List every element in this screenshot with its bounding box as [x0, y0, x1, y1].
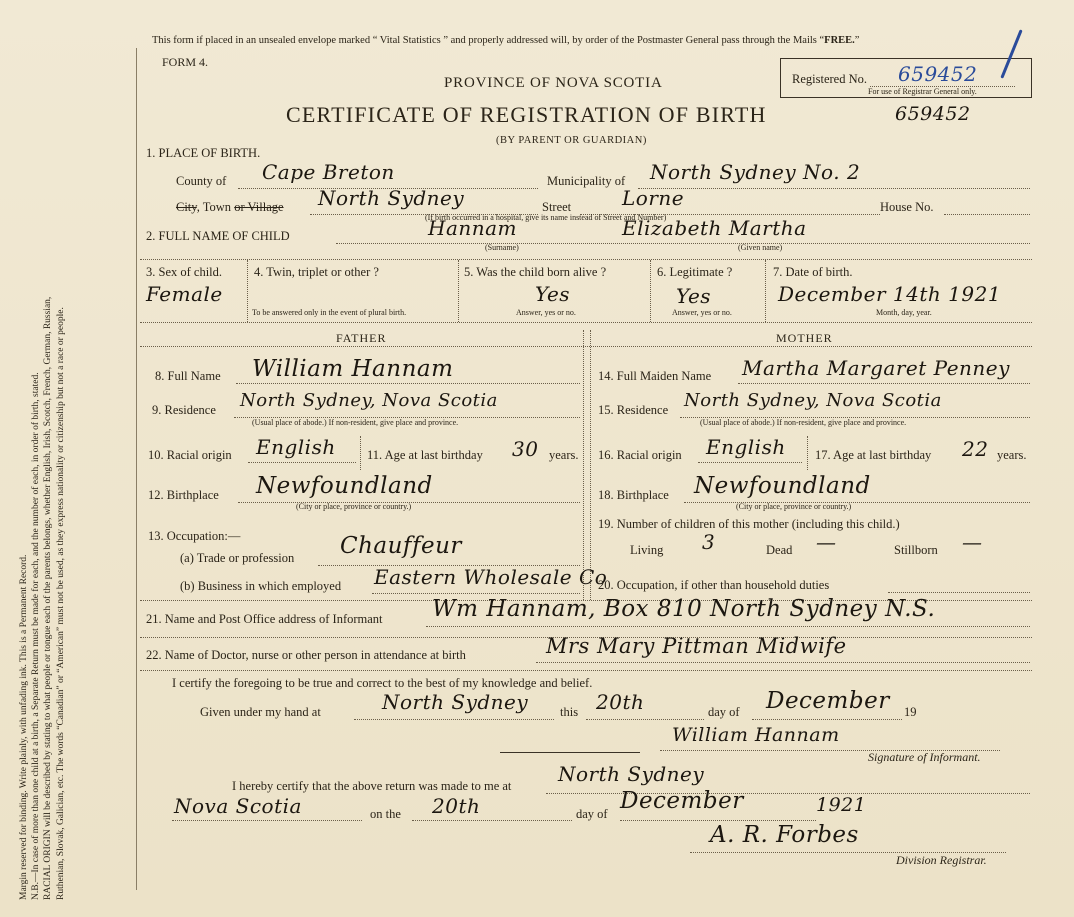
registered-note: For use of Registrar General only. — [868, 87, 977, 96]
registrar-signature: A. R. Forbes — [710, 822, 859, 848]
mother-birthplace: Newfoundland — [694, 473, 871, 499]
given-month: December — [766, 688, 890, 714]
date-note: Month, day, year. — [876, 308, 932, 317]
father-birthplace: Newfoundland — [256, 473, 433, 499]
father-trade: Chauffeur — [340, 533, 462, 559]
given-day: 20th — [596, 690, 645, 714]
trade-label: (a) Trade or profession — [180, 551, 295, 565]
mother-header: MOTHER — [776, 331, 833, 345]
mother-occupation-line — [888, 592, 1030, 593]
margin-note: RACIAL ORIGIN will be described by stating to what people or tongue each of the parents belongs, whether English, Irish, Scotch, French, German, Russian, — [43, 296, 54, 900]
doctor-line — [536, 662, 1030, 663]
mother-name: Martha Margaret Penney — [742, 356, 1010, 380]
village-label-struck: or Village — [234, 200, 284, 214]
mother-occupation-label: 20. Occupation, if other than household duties — [598, 578, 830, 592]
given-day-of-label: day of — [708, 705, 740, 719]
stillborn-label: Stillborn — [894, 543, 938, 557]
father-business: Eastern Wholesale Co — [374, 565, 608, 589]
child-given-name: Elizabeth Martha — [622, 216, 807, 240]
col-divider — [360, 436, 361, 470]
sex-label: 3. Sex of child. — [146, 265, 223, 279]
father-name-line — [236, 383, 580, 384]
mother-birthplace-label: 18. Birthplace — [598, 488, 669, 502]
mother-age: 22 — [962, 437, 989, 461]
business-label: (b) Business in which employed — [180, 579, 342, 593]
father-race-line — [248, 462, 356, 463]
alive-value: Yes — [535, 282, 571, 306]
given-place-line — [354, 719, 554, 720]
postal-notice-text: This form if placed in an unsealed envelope marked “ Vital Statistics ” and properly addressed will, by order of the Postmaster General pass through the Mails “ — [152, 35, 825, 46]
father-occupation-label: 13. Occupation:— — [148, 529, 241, 543]
given-name-caption: (Given name) — [738, 243, 783, 252]
short-rule — [500, 752, 640, 753]
mother-race-label: 16. Racial origin — [598, 448, 682, 462]
house-label: House No. — [880, 200, 934, 214]
mother-name-label: 14. Full Maiden Name — [598, 369, 712, 383]
col-divider — [247, 260, 248, 322]
registrar-year: 1921 — [816, 794, 867, 816]
child-surname: Hannam — [428, 216, 518, 240]
row-divider — [140, 346, 1032, 347]
col-divider — [458, 260, 459, 322]
business-line — [372, 593, 580, 594]
row-divider — [140, 259, 1032, 260]
doctor-value: Mrs Mary Pittman Midwife — [546, 634, 847, 658]
postal-notice-free: FREE. — [824, 35, 855, 46]
legitimate-label: 6. Legitimate ? — [657, 265, 733, 279]
twin-label: 4. Twin, triplet or other ? — [254, 265, 379, 279]
father-header: FATHER — [336, 331, 387, 345]
margin-note: Margin reserved for binding. Write plainly, with unfading ink. This is a Permanent Record. — [19, 554, 29, 900]
informant-label: 21. Name and Post Office address of Informant — [146, 612, 383, 626]
given-day-line — [586, 719, 704, 720]
registrar-text: I hereby certify that the above return was made to me at — [232, 779, 512, 793]
mother-residence-label: 15. Residence — [598, 403, 669, 417]
form-number: FORM 4. — [162, 55, 209, 69]
row-divider — [140, 670, 1032, 671]
father-residence: North Sydney, Nova Scotia — [240, 390, 498, 411]
mother-name-line — [738, 383, 1030, 384]
certificate-subtitle: (BY PARENT OR GUARDIAN) — [496, 135, 647, 146]
mother-age-label: 17. Age at last birthday — [815, 448, 932, 462]
dead-value: — — [816, 530, 837, 554]
father-name: William Hannam — [252, 356, 454, 382]
given-month-line — [752, 719, 902, 720]
house-line — [944, 214, 1030, 215]
row-divider — [140, 322, 1032, 323]
registrar-place-2: Nova Scotia — [174, 794, 302, 818]
child-name-line — [336, 243, 1030, 244]
mother-birthplace-note: (City or place, province or country.) — [736, 502, 852, 511]
registrar-month-line — [620, 820, 816, 821]
father-age-label: 11. Age at last birthday — [367, 448, 483, 462]
town-label — [176, 200, 284, 215]
mother-years: years. — [997, 448, 1027, 462]
place-of-birth-label: 1. PLACE OF BIRTH. — [146, 146, 261, 160]
sex-value: Female — [146, 282, 223, 306]
binding-margin-line — [136, 48, 137, 890]
stillborn-value: — — [962, 530, 983, 554]
children-count-label: 19. Number of children of this mother (including this child.) — [598, 517, 900, 531]
surname-caption: (Surname) — [485, 243, 519, 252]
mother-residence-note: (Usual place of abode.) If non-resident, give place and province. — [700, 418, 907, 427]
province-heading: PROVINCE OF NOVA SCOTIA — [444, 75, 663, 91]
division-registrar-label: Division Registrar. — [896, 853, 987, 867]
col-divider — [765, 260, 766, 322]
alive-note: Answer, yes or no. — [516, 308, 576, 317]
municipality-label: Municipality of — [547, 174, 626, 188]
col-divider — [650, 260, 651, 322]
registered-number: 659452 — [898, 62, 978, 86]
registrar-month: December — [620, 788, 744, 814]
registrar-place-1: North Sydney — [558, 762, 705, 786]
living-value: 3 — [702, 530, 716, 554]
father-birthplace-note: (City or place, province or country.) — [296, 502, 412, 511]
certify-text: I certify the foregoing to be true and correct to the best of my knowledge and belief. — [172, 676, 593, 690]
living-label: Living — [630, 543, 664, 557]
registrar-place-2-line — [172, 820, 362, 821]
date-label: 7. Date of birth. — [773, 265, 853, 279]
col-divider — [807, 436, 808, 470]
street-label: Street — [542, 200, 572, 214]
father-race-label: 10. Racial origin — [148, 448, 232, 462]
registered-label: Registered No. — [792, 72, 867, 86]
date-value: December 14th 1921 — [778, 282, 1002, 306]
margin-note: N.B.—In case of more than one child at a birth, a Separate Return must be made for each, and the number of each, in order of birth, stated. — [31, 372, 42, 900]
father-residence-note: (Usual place of abode.) If non-resident, give place and province. — [252, 418, 459, 427]
legitimate-note: Answer, yes or no. — [672, 308, 732, 317]
alive-label: 5. Was the child born alive ? — [464, 265, 607, 279]
father-years: years. — [549, 448, 579, 462]
given-year-prefix: 19 — [904, 705, 917, 719]
registrar-day-line — [412, 820, 572, 821]
mother-residence: North Sydney, Nova Scotia — [684, 390, 942, 411]
city-label-struck: City — [176, 200, 197, 214]
father-race: English — [256, 435, 336, 459]
parents-divider — [583, 330, 584, 600]
twin-note: To be answered only in the event of plural birth. — [252, 308, 407, 317]
mother-race-line — [698, 462, 802, 463]
registrar-day-of-label: day of — [576, 807, 608, 821]
parents-divider — [590, 330, 591, 600]
town-value: North Sydney — [318, 186, 465, 210]
town-label-text: , Town — [196, 200, 232, 214]
informant-signature: William Hannam — [672, 724, 840, 746]
signature-of-informant-label: Signature of Informant. — [868, 750, 981, 764]
father-name-label: 8. Full Name — [155, 369, 221, 383]
certificate-title: CERTIFICATE OF REGISTRATION OF BIRTH — [286, 102, 767, 127]
hospital-note: (If birth occurred in a hospital, give its name instead of Street and Number) — [425, 213, 667, 222]
father-residence-label: 9. Residence — [152, 403, 216, 417]
father-age: 30 — [512, 437, 539, 461]
street-value: Lorne — [622, 186, 685, 210]
county-label: County of — [176, 174, 227, 188]
municipality-line — [638, 188, 1030, 189]
on-the-label: on the — [370, 807, 401, 821]
registrar-place-line — [546, 793, 1030, 794]
title-number: 659452 — [895, 103, 971, 125]
registrar-day: 20th — [432, 794, 481, 818]
this-label: this — [560, 705, 579, 719]
doctor-label: 22. Name of Doctor, nurse or other person in attendance at birth — [146, 648, 466, 662]
legitimate-value: Yes — [676, 284, 712, 308]
informant-line — [426, 626, 1030, 627]
given-place: North Sydney — [382, 690, 529, 714]
county-value: Cape Breton — [262, 160, 395, 184]
margin-note: Ruthenian, Slovak, Galician, etc. The words “Canadian” or “American” must not be used, as they express nationality or citizenship but not a race or people. — [55, 307, 66, 900]
dead-label: Dead — [766, 543, 793, 557]
given-under-label: Given under my hand at — [200, 705, 321, 719]
father-birthplace-label: 12. Birthplace — [148, 488, 219, 502]
margin-notes — [18, 20, 67, 900]
municipality-value: North Sydney No. 2 — [650, 160, 861, 184]
postal-notice: This form if placed in an unsealed envelope marked “ Vital Statistics ” and properly addressed will, by order of the Postmaster General pass through the Mails “FREE.” — [152, 35, 860, 46]
child-name-label: 2. FULL NAME OF CHILD — [146, 229, 290, 243]
informant-value: Wm Hannam, Box 810 North Sydney N.S. — [432, 596, 936, 622]
mother-race: English — [706, 435, 786, 459]
